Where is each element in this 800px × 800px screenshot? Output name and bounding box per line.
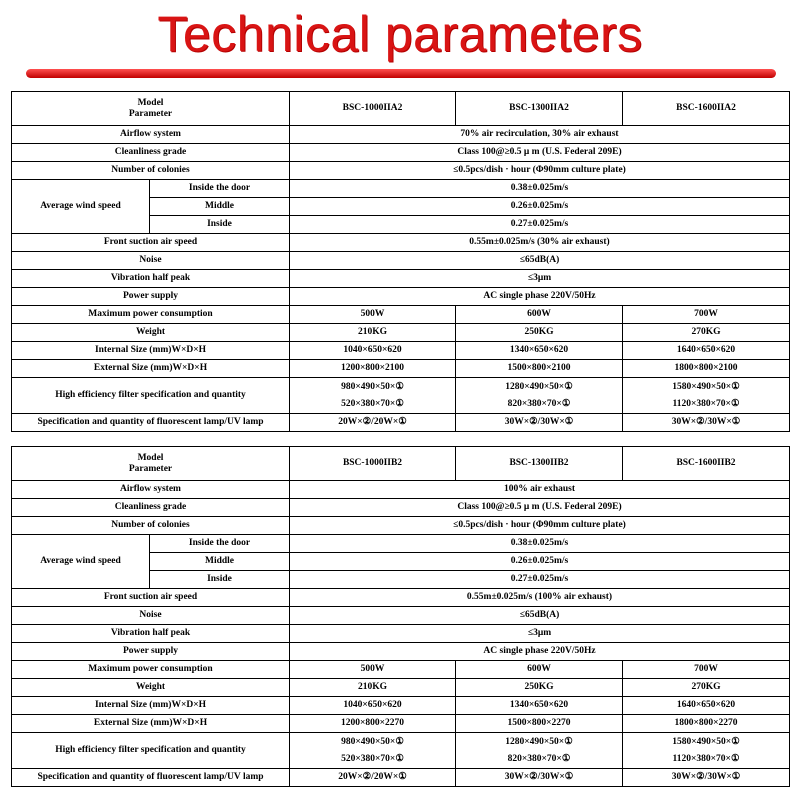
table-row — [12, 126, 790, 144]
row-value: 0.26±0.025m/s — [290, 553, 790, 571]
row-label: Cleanliness grade — [12, 144, 290, 162]
table-row — [12, 288, 790, 306]
filter-cell — [290, 378, 456, 414]
row-label: Internal Size (mm)W×D×H — [12, 697, 290, 715]
model-name: BSC-1600IIA2 — [623, 92, 790, 126]
row-value: 70% air recirculation, 30% air exhaust — [290, 126, 790, 144]
row-label: Vibration half peak — [12, 270, 290, 288]
row-value: ≤3μm — [290, 625, 790, 643]
table-row — [12, 144, 790, 162]
filter-cell — [623, 378, 790, 414]
filter-line: 820×380×70×① — [507, 753, 571, 764]
row-label: Average wind speed — [12, 180, 150, 234]
row-label: Airflow system — [12, 481, 290, 499]
title-underline — [26, 69, 776, 78]
filter-cell — [456, 733, 623, 769]
row-label: Internal Size (mm)W×D×H — [12, 342, 290, 360]
table-row — [12, 342, 790, 360]
row-value: 0.26±0.025m/s — [290, 198, 790, 216]
table-row — [12, 769, 790, 787]
cell-value: 1040×650×620 — [290, 342, 456, 360]
row-label: Average wind speed — [12, 535, 150, 589]
filter-line: 1280×490×50×① — [505, 736, 573, 747]
sub-label: Inside — [150, 216, 290, 234]
cell-value: 20W×②/20W×① — [290, 414, 456, 432]
cell-value: 1040×650×620 — [290, 697, 456, 715]
table-row — [12, 324, 790, 342]
row-label: Maximum power consumption — [12, 306, 290, 324]
cell-value: 250KG — [456, 324, 623, 342]
cell-value: 1340×650×620 — [456, 697, 623, 715]
filter-line: 520×380×70×① — [341, 398, 404, 409]
filter-line: 980×490×50×① — [341, 736, 404, 747]
cell-value: 270KG — [623, 679, 790, 697]
row-label: High efficiency filter specification and quantity — [12, 378, 290, 414]
cell-value: 1640×650×620 — [623, 342, 790, 360]
cell-value: 700W — [623, 661, 790, 679]
table-row — [12, 180, 790, 198]
filter-line: 1120×380×70×① — [672, 398, 740, 409]
table-row — [12, 697, 790, 715]
cell-value: 210KG — [290, 679, 456, 697]
sub-label: Inside the door — [150, 535, 290, 553]
table-row — [12, 589, 790, 607]
row-value: Class 100@≥0.5 μ m (U.S. Federal 209E) — [290, 499, 790, 517]
row-label: Number of colonies — [12, 162, 290, 180]
row-label: Maximum power consumption — [12, 661, 290, 679]
row-label: External Size (mm)W×D×H — [12, 715, 290, 733]
cell-value: 700W — [623, 306, 790, 324]
filter-line: 1280×490×50×① — [505, 381, 573, 392]
filter-cell — [290, 733, 456, 769]
row-value: 0.27±0.025m/s — [290, 216, 790, 234]
cell-value: 210KG — [290, 324, 456, 342]
spec-table-b2 — [11, 446, 790, 787]
table-row — [12, 535, 790, 553]
filter-line: 1580×490×50×① — [672, 736, 740, 747]
row-value: ≤0.5pcs/dish · hour (Φ90mm culture plate) — [290, 162, 790, 180]
cell-value: 250KG — [456, 679, 623, 697]
row-label: Noise — [12, 252, 290, 270]
model-label: Model — [137, 97, 164, 108]
header-row — [12, 447, 790, 481]
cell-value: 1800×800×2270 — [623, 715, 790, 733]
row-value: ≤65dB(A) — [290, 607, 790, 625]
row-label: Number of colonies — [12, 517, 290, 535]
cell-value: 1500×800×2100 — [456, 360, 623, 378]
cell-value: 30W×②/30W×① — [623, 414, 790, 432]
table-row — [12, 607, 790, 625]
table-row — [12, 715, 790, 733]
table-row — [12, 234, 790, 252]
row-value: Class 100@≥0.5 μ m (U.S. Federal 209E) — [290, 144, 790, 162]
cell-value: 270KG — [623, 324, 790, 342]
row-label: External Size (mm)W×D×H — [12, 360, 290, 378]
table-row — [12, 643, 790, 661]
cell-value: 1640×650×620 — [623, 697, 790, 715]
sub-label: Inside — [150, 571, 290, 589]
model-name: BSC-1300IIA2 — [456, 92, 623, 126]
row-label: Front suction air speed — [12, 589, 290, 607]
model-name: BSC-1600IIB2 — [623, 447, 790, 481]
row-value: AC single phase 220V/50Hz — [290, 288, 790, 306]
row-label: Power supply — [12, 643, 290, 661]
row-label: Airflow system — [12, 126, 290, 144]
sub-label: Middle — [150, 198, 290, 216]
parameter-label: Parameter — [128, 463, 173, 474]
cell-value: 500W — [290, 306, 456, 324]
filter-line: 520×380×70×① — [341, 753, 404, 764]
sub-label: Middle — [150, 553, 290, 571]
table-row — [12, 378, 790, 414]
model-name: BSC-1000IIB2 — [290, 447, 456, 481]
table-row — [12, 360, 790, 378]
table-row — [12, 162, 790, 180]
filter-cell — [456, 378, 623, 414]
table-row — [12, 414, 790, 432]
filter-line: 820×380×70×① — [507, 398, 571, 409]
row-value: AC single phase 220V/50Hz — [290, 643, 790, 661]
row-label: Front suction air speed — [12, 234, 290, 252]
row-value: 100% air exhaust — [290, 481, 790, 499]
cell-value: 500W — [290, 661, 456, 679]
row-value: ≤0.5pcs/dish · hour (Φ90mm culture plate) — [290, 517, 790, 535]
model-parameter-header — [12, 447, 290, 481]
cell-value: 1200×800×2100 — [290, 360, 456, 378]
row-value: ≤65dB(A) — [290, 252, 790, 270]
parameter-label: Parameter — [128, 108, 173, 119]
table-row — [12, 306, 790, 324]
cell-value: 600W — [456, 661, 623, 679]
row-label: Vibration half peak — [12, 625, 290, 643]
cell-value: 1500×800×2270 — [456, 715, 623, 733]
row-value: 0.38±0.025m/s — [290, 535, 790, 553]
cell-value: 1200×800×2270 — [290, 715, 456, 733]
table-row — [12, 517, 790, 535]
table-row — [12, 252, 790, 270]
row-label: Noise — [12, 607, 290, 625]
row-label: Specification and quantity of fluorescent lamp/UV lamp — [12, 769, 290, 787]
row-value: 0.55m±0.025m/s (100% air exhaust) — [290, 589, 790, 607]
model-name: BSC-1000IIA2 — [290, 92, 456, 126]
sub-label: Inside the door — [150, 180, 290, 198]
model-name: BSC-1300IIB2 — [456, 447, 623, 481]
page-title: Technical parameters — [157, 6, 643, 62]
model-parameter-header — [12, 92, 290, 126]
table-row — [12, 270, 790, 288]
row-label: High efficiency filter specification and quantity — [12, 733, 290, 769]
table-row — [12, 499, 790, 517]
table-row — [12, 625, 790, 643]
row-value: 0.27±0.025m/s — [290, 571, 790, 589]
row-label: Cleanliness grade — [12, 499, 290, 517]
cell-value: 1800×800×2100 — [623, 360, 790, 378]
table-row — [12, 733, 790, 769]
filter-line: 980×490×50×① — [341, 381, 404, 392]
row-label: Weight — [12, 324, 290, 342]
cell-value: 600W — [456, 306, 623, 324]
row-value: ≤3μm — [290, 270, 790, 288]
row-value: 0.55m±0.025m/s (30% air exhaust) — [290, 234, 790, 252]
row-label: Power supply — [12, 288, 290, 306]
header-row — [12, 92, 790, 126]
cell-value: 30W×②/30W×① — [623, 769, 790, 787]
table-row — [12, 481, 790, 499]
filter-line: 1120×380×70×① — [672, 753, 740, 764]
spec-table-a2 — [11, 91, 790, 432]
filter-cell — [623, 733, 790, 769]
cell-value: 1340×650×620 — [456, 342, 623, 360]
row-label: Weight — [12, 679, 290, 697]
row-value: 0.38±0.025m/s — [290, 180, 790, 198]
cell-value: 20W×②/20W×① — [290, 769, 456, 787]
table-row — [12, 661, 790, 679]
cell-value: 30W×②/30W×① — [456, 769, 623, 787]
cell-value: 30W×②/30W×① — [456, 414, 623, 432]
filter-line: 1580×490×50×① — [672, 381, 740, 392]
model-label: Model — [137, 452, 164, 463]
row-label: Specification and quantity of fluorescent lamp/UV lamp — [12, 414, 290, 432]
table-row — [12, 679, 790, 697]
